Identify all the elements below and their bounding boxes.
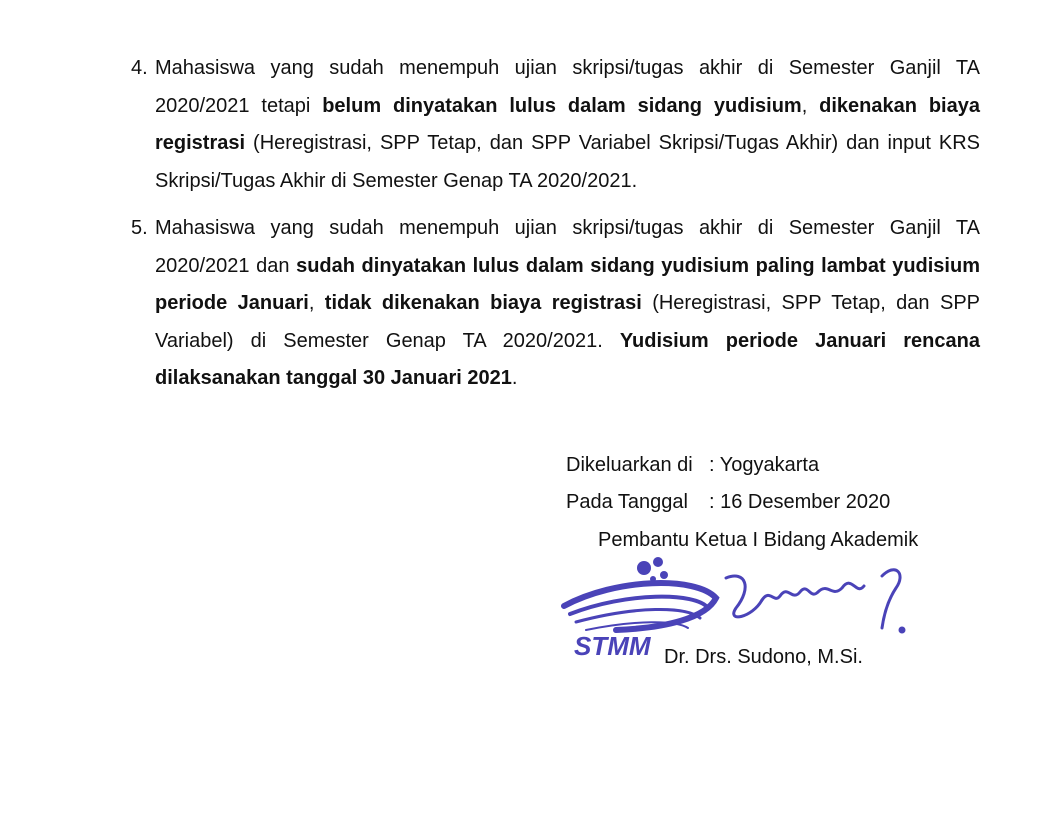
- emphasis-text: dikenakan biaya registrasi: [155, 94, 980, 154]
- issued-value: : Yogyakarta: [709, 454, 820, 476]
- official-position: Pembantu Ketua I Bidang Akademik: [598, 529, 919, 551]
- item-number: 4.: [131, 57, 148, 79]
- logo-swoosh: [564, 583, 716, 630]
- issued-place-row: [566, 453, 819, 477]
- body-text: Mahasiswa yang sudah menempuh ujian skripsi/tugas akhir di Semester Ganjil TA 2020/2021 dan: [155, 217, 980, 277]
- body-text: ,: [801, 94, 820, 117]
- issued-label: Dikeluarkan di: [566, 454, 693, 476]
- body-text: Mahasiswa yang sudah menempuh ujian skripsi/tugas akhir di Semester Ganjil TA 2020/2021 tetapi: [155, 57, 980, 117]
- official-name: Dr. Drs. Sudono, M.Si.: [664, 646, 863, 668]
- body-text: .: [511, 367, 518, 389]
- item-number: 5.: [131, 217, 148, 239]
- logo-dots: [637, 557, 668, 582]
- emphasis-text: sudah dinyatakan lulus dalam sidang yudisium paling lambat yudisium periode Januari: [155, 254, 980, 314]
- signature-scribble: [726, 570, 904, 632]
- body-text: ,: [308, 292, 325, 314]
- date-label: Pada Tanggal: [566, 491, 688, 513]
- emphasis-text: Yudisium periode Januari rencana dilaksanakan tanggal 30 Januari 2021: [155, 329, 980, 389]
- issued-date-row: [566, 490, 890, 514]
- body-text: (Heregistrasi, SPP Tetap, dan SPP Variabel Skripsi/Tugas Akhir) dan input KRS Skripsi/Tugas Akhir di Semester Genap TA 2020/2021.: [155, 132, 980, 192]
- emphasis-text: tidak dikenakan biaya registrasi: [324, 292, 642, 314]
- logo-wordmark: STMM: [574, 631, 651, 661]
- date-value: : 16 Desember 2020: [709, 491, 891, 513]
- body-text: (Heregistrasi, SPP Tetap, dan SPP Variabel) di Semester Genap TA 2020/2021.: [155, 292, 980, 352]
- emphasis-text: belum dinyatakan lulus dalam sidang yudisium: [322, 94, 802, 117]
